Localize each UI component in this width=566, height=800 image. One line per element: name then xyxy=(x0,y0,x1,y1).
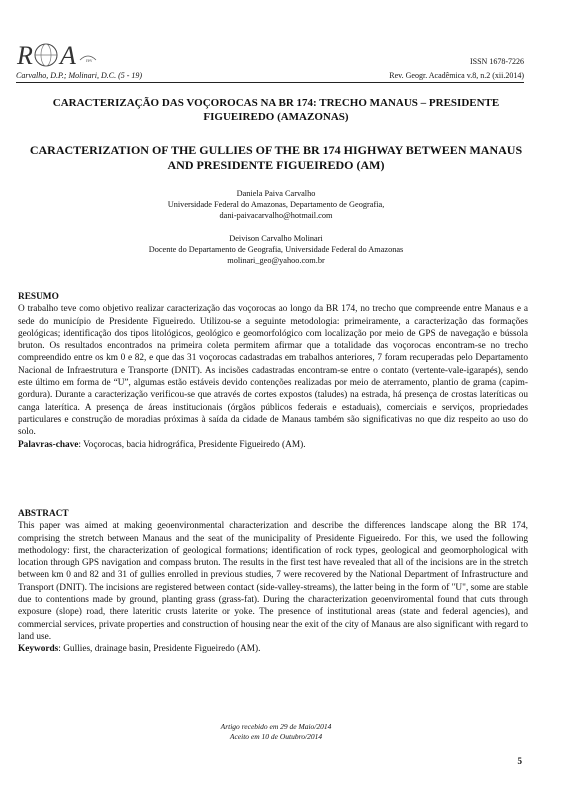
keywords-label: Keywords xyxy=(18,644,59,655)
title-portuguese: CARACTERIZAÇÃO DAS VOÇOROCAS NA BR 174: TRECHO MANAUS – PRESIDENTE FIGUEIREDO (AMAZONAS) xyxy=(52,97,500,123)
rga-logo-graphic xyxy=(16,38,116,72)
svg-text:rev: rev xyxy=(86,59,93,64)
running-head-authors: Carvalho, D.P.; Molinari, D.C. (5 - 19) xyxy=(16,71,143,80)
page-number: 5 xyxy=(517,756,522,766)
author-email[interactable]: dani-paivacarvalho@hotmail.com xyxy=(219,211,333,220)
author-affiliation: Docente do Departamento de Geografia, Universidade Federal do Amazonas xyxy=(148,245,404,254)
abstract-keywords xyxy=(18,643,528,655)
author-email[interactable]: molinari_geo@yahoo.com.br xyxy=(227,256,325,265)
abstract-section xyxy=(18,508,528,656)
abstract-body: This paper was aimed at making geoenvironmental characterization and describe the differences landscape along the BR 174, comprising the stretch between Manaus and the seat of the municipality of Presidente Figueiredo. For this, we used the following methodology: first, the characterization of geological formations; identification of rock types, geological and geomorphological with location through GPS navigation and compass bruton. The results in the first test have revealed that all of the incisions are in the stretch between km 0 and 82 and 31 of gullies enrolled in previous studies, 7 were recovered by the National Department of Infrastructure and Transport (DNIT). The incisions are registered between contact (side-valley-streams), the latter being in the form of "U", some are stable due to contentions made by ground, planting grass (grass-fat). During the characterization geoenviromental found that cuts through exposure (slope) road, there lateritic crusts laterite or yoke. The presence of institutional areas (state and federal agencies), and commercial services, private properties and construction of housing near the exit of the city of Manaus are also significant with regard to land use. xyxy=(18,521,528,642)
author-affiliation: Universidade Federal do Amazonas, Departamento de Geografia, xyxy=(167,200,385,209)
issn: ISSN 1678-7226 xyxy=(469,57,524,66)
running-head-journal: Rev. Geogr. Acadêmica v.8, n.2 (xii.2014) xyxy=(389,71,524,80)
abstract-heading: ABSTRACT xyxy=(18,509,69,519)
keywords-text: : Gullies, drainage basin, Presidente Figueiredo (AM). xyxy=(58,644,261,655)
author-block xyxy=(20,233,532,266)
resumo-section xyxy=(18,291,528,451)
author-name: Deivison Carvalho Molinari xyxy=(229,234,323,243)
resumo-body: O trabalho teve como objetivo realizar caracterização das voçorocas ao longo da BR 174, no trecho que compreende entre Manaus e a sede do município de Presidente Figueiredo. Utilizou-se a seguinte metodologia: primeiramente, a caracterização das formações geológicas; identificação dos tipos litológicos, geológico e geomorfológico com localização por meio de GPS de navegação e bússola bruton. Os resultados encontrados na primeira coleta permitem afirmar que a totalidade das voçorocas encontram-se no trecho compreendido entre os km 0 e 82, e que das 31 voçorocas cadastradas em trabalhos anteriores, 7 foram recuperadas pelo Departamento Nacional de Infraestrutura e Transporte (DNIT). As incisões cadastradas encontram-se entre o contato (vertente-vale-igarapés), sendo este último em forma de “U”, algumas estão estáveis devido contenções realizadas por meio de aterramento, plantio de grama (capim-gordura). Durante a caracterização verificou-se que através de cortes expostos (taludes) na estrada, há presença de crostas lateríticas ou canga laterítica. A presença de áreas institucionais (órgãos públicos federais e estaduais), comerciais e serviços, propriedades particulares e construção de moradias próximas à saída da cidade de Manaus também são significativas no que diz respeito ao uso do solo. xyxy=(18,304,528,438)
accepted-date: Aceito em 10 de Outubro/2014 xyxy=(229,732,323,741)
journal-logo xyxy=(16,38,116,72)
article-dates xyxy=(20,722,532,742)
svg-text:A: A xyxy=(60,41,76,70)
author-block xyxy=(20,188,532,221)
keywords-text: : Voçorocas, bacia hidrográfica, Presidente Figueiredo (AM). xyxy=(78,439,306,450)
author-name: Daniela Paiva Carvalho xyxy=(236,189,316,198)
resumo-keywords xyxy=(18,439,528,451)
svg-text:R: R xyxy=(17,41,33,70)
header-rule xyxy=(16,82,524,83)
keywords-label: Palavras-chave xyxy=(18,439,79,450)
resumo-heading: RESUMO xyxy=(18,292,59,302)
title-english: CARACTERIZATION OF THE GULLIES OF THE BR 174 HIGHWAY BETWEEN MANAUS AND PRESIDENTE FIGUEIREDO (AM) xyxy=(29,143,523,172)
received-date: Artigo recebido em 29 de Maio/2014 xyxy=(220,722,332,731)
